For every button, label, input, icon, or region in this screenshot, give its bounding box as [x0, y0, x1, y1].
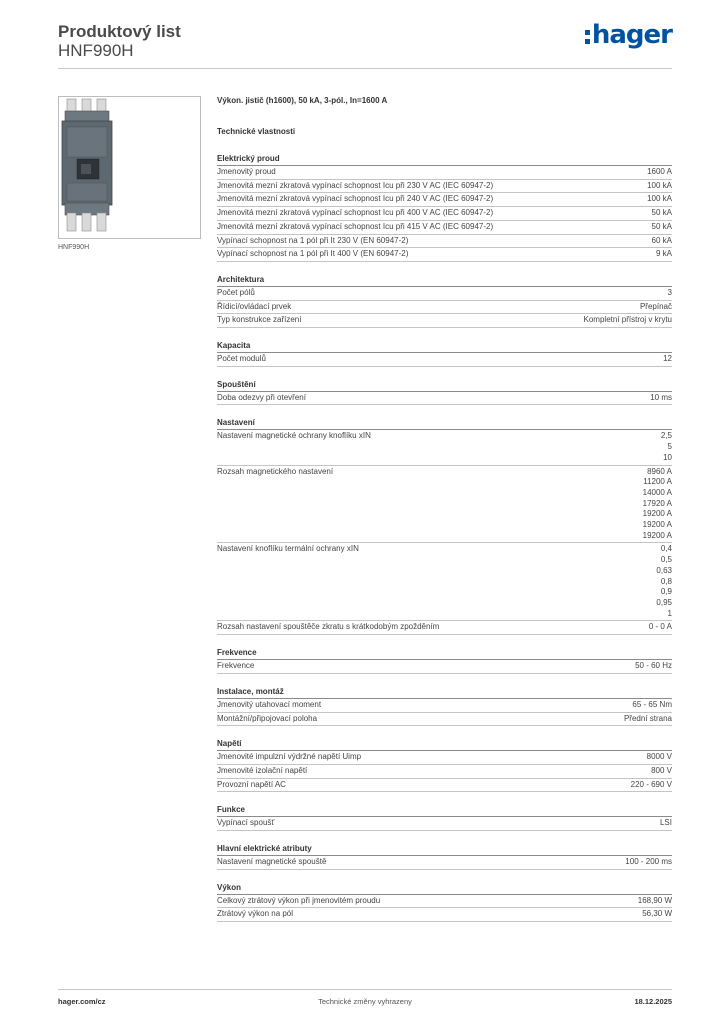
spec-value: 50 kA	[651, 221, 672, 231]
spec-row	[217, 660, 672, 674]
spec-value: LSI	[659, 818, 672, 828]
spec-label: Vypínací schopnost na 1 pól při It 400 V (EN 60947-2)	[217, 249, 409, 259]
footer-note: Technické změny vyhrazeny	[318, 997, 412, 1006]
tech-heading: Technické vlastnosti	[217, 127, 296, 136]
spec-value: 800 V	[651, 765, 672, 775]
spec-value: 10 ms	[650, 392, 672, 402]
spec-label: Jmenovitá mezní zkratová vypínací schopnost Icu při 230 V AC (IEC 60947-2)	[217, 180, 494, 190]
spec-values	[635, 661, 672, 672]
spec-value: 50 kA	[651, 208, 672, 218]
spec-section	[217, 686, 672, 738]
page-title: Produktový list	[58, 22, 181, 41]
spec-value: 0,4	[660, 544, 672, 554]
spec-values	[647, 181, 672, 192]
spec-row	[217, 699, 672, 713]
spec-label: Jmenovitá mezní zkratová vypínací schopnost Icu při 415 V AC (IEC 60947-2)	[217, 221, 494, 231]
spec-label: Vypínací schopnost na 1 pól při It 230 V (EN 60947-2)	[217, 235, 409, 245]
spec-section	[217, 843, 672, 882]
spec-value: 19200 A	[642, 530, 672, 540]
spec-value: 65 - 65 Nm	[632, 699, 672, 709]
spec-row	[217, 543, 672, 621]
spec-label: Jmenovité izolační napětí	[217, 765, 308, 775]
spec-row	[217, 392, 672, 406]
spec-row	[217, 314, 672, 328]
spec-section	[217, 340, 672, 379]
spec-label: Typ konstrukce zařízení	[217, 315, 302, 325]
spec-values	[663, 354, 672, 365]
spec-label: Jmenovitá mezní zkratová vypínací schopnost Icu při 240 V AC (IEC 60947-2)	[217, 194, 494, 204]
spec-value: 100 - 200 ms	[625, 857, 672, 867]
spec-row	[217, 779, 672, 793]
spec-row	[217, 466, 672, 544]
spec-row	[217, 235, 672, 249]
spec-row	[217, 621, 672, 635]
spec-label: Celkový ztrátový výkon při jmenovitém proudu	[217, 895, 381, 905]
image-caption: HNF990H	[58, 244, 90, 251]
spec-section	[217, 153, 672, 274]
spec-label: Doba odezvy při otevření	[217, 392, 306, 402]
section-title: Elektrický proud	[217, 153, 672, 166]
spec-label: Nastavení magnetické spouště	[217, 857, 327, 867]
spec-row	[217, 430, 672, 465]
spec-value: 0 - 0 A	[648, 622, 672, 632]
spec-values	[651, 766, 672, 777]
section-title: Instalace, montáž	[217, 686, 672, 699]
spec-value: 100 kA	[647, 180, 672, 190]
spec-content	[217, 96, 672, 934]
spec-label: Jmenovitý proud	[217, 167, 276, 176]
spec-row	[217, 751, 672, 765]
spec-values	[642, 909, 672, 920]
spec-value: 1	[667, 608, 672, 618]
spec-section	[217, 274, 672, 340]
spec-row	[217, 166, 672, 180]
spec-value: Přední strana	[623, 713, 672, 723]
logo-text: hager	[591, 20, 672, 50]
section-title: Architektura	[217, 274, 672, 287]
spec-label: Nastavení magnetické ochrany knoflíku xIN	[217, 431, 371, 441]
spec-value: 8000 V	[646, 752, 672, 762]
spec-value: 1600 A	[647, 167, 672, 176]
spec-values	[647, 167, 672, 178]
spec-values	[632, 700, 672, 711]
spec-value: 12	[663, 354, 672, 364]
footer-website[interactable]: hager.com/cz	[58, 997, 106, 1006]
spec-values	[652, 236, 672, 247]
spec-sections	[217, 153, 672, 934]
spec-value: 0,95	[656, 597, 672, 607]
spec-values	[631, 780, 672, 791]
section-title: Spouštění	[217, 379, 672, 392]
section-title: Výkon	[217, 882, 672, 895]
spec-value: 2,5	[660, 431, 672, 441]
spec-section	[217, 379, 672, 418]
circuit-breaker-image	[58, 96, 201, 239]
spec-value: 60 kA	[651, 235, 672, 245]
spec-label: Rozsah nastavení spouštěče zkratu s krátkodobým zpožděním	[217, 622, 440, 632]
spec-values	[584, 315, 672, 326]
spec-value: 0,5	[660, 555, 672, 565]
spec-row	[217, 817, 672, 831]
spec-label: Vypínací spoušť	[217, 818, 275, 828]
hager-logo	[585, 20, 672, 50]
spec-value: 19200 A	[642, 509, 672, 519]
logo-dots-icon	[585, 30, 590, 44]
spec-values	[643, 467, 672, 542]
spec-section	[217, 417, 672, 647]
spec-value: Kompletní přístroj v krytu	[583, 315, 672, 325]
spec-row	[217, 207, 672, 221]
spec-values	[652, 208, 672, 219]
spec-value: 0,63	[656, 565, 672, 575]
spec-values	[660, 818, 672, 829]
spec-values	[661, 431, 672, 463]
spec-value: 10	[663, 452, 672, 462]
spec-row	[217, 180, 672, 194]
spec-value: 14000 A	[642, 487, 672, 497]
section-title: Napětí	[217, 738, 672, 751]
footer-date: 18.12.2025	[634, 997, 672, 1006]
section-title: Nastavení	[217, 417, 672, 430]
spec-label: Řídicí/ovládací prvek	[217, 301, 292, 311]
spec-row	[217, 765, 672, 779]
spec-row	[217, 895, 672, 909]
section-title: Hlavní elektrické atributy	[217, 843, 672, 856]
spec-label: Provozní napětí AC	[217, 779, 286, 789]
spec-value: 9 kA	[655, 249, 672, 259]
product-code: HNF990H	[58, 41, 134, 60]
spec-value: 50 - 60 Hz	[635, 661, 672, 671]
spec-value: 5	[667, 442, 672, 452]
spec-values	[649, 622, 672, 633]
spec-label: Jmenovité impulzní výdržné napětí Uimp	[217, 752, 362, 762]
spec-label: Nastavení knoflíku termální ochrany xIN	[217, 544, 359, 554]
spec-value: 168,90 W	[637, 895, 672, 905]
spec-row	[217, 193, 672, 207]
spec-value: 56,30 W	[642, 909, 672, 919]
spec-row	[217, 856, 672, 870]
spec-values	[625, 857, 672, 868]
spec-label: Ztrátový výkon na pól	[217, 909, 294, 919]
spec-value: 19200 A	[642, 520, 672, 530]
spec-values	[656, 249, 672, 260]
spec-values	[640, 302, 672, 313]
section-title: Funkce	[217, 804, 672, 817]
spec-value: 11200 A	[643, 477, 672, 487]
section-title: Kapacita	[217, 340, 672, 353]
page-header	[58, 20, 672, 70]
spec-section	[217, 882, 672, 934]
spec-label: Jmenovitá mezní zkratová vypínací schopnost Icu při 400 V AC (IEC 60947-2)	[217, 208, 494, 218]
spec-row	[217, 221, 672, 235]
section-title: Frekvence	[217, 647, 672, 660]
header-divider	[58, 68, 672, 69]
spec-section	[217, 647, 672, 686]
spec-value: Přepínač	[639, 301, 672, 311]
spec-section	[217, 804, 672, 843]
spec-label: Frekvence	[217, 661, 255, 671]
spec-row	[217, 248, 672, 262]
spec-row	[217, 713, 672, 727]
spec-label: Montážní/připojovací poloha	[217, 713, 318, 723]
spec-value: 8960 A	[647, 466, 672, 476]
spec-row	[217, 301, 672, 315]
spec-label: Počet pólů	[217, 287, 255, 297]
spec-section	[217, 738, 672, 804]
spec-row	[217, 287, 672, 301]
spec-values	[656, 544, 672, 619]
spec-value: 220 - 690 V	[630, 779, 672, 789]
footer-divider	[58, 989, 672, 990]
spec-value: 0,9	[660, 587, 672, 597]
spec-label: Rozsah magnetického nastavení	[217, 466, 334, 476]
spec-values	[650, 393, 672, 404]
product-description: Výkon. jistič (h1600), 50 kA, 3-pól., In=1600 A	[217, 96, 388, 105]
spec-values	[668, 288, 672, 299]
spec-row	[217, 353, 672, 367]
spec-label: Jmenovitý utahovací moment	[217, 699, 322, 709]
spec-value: 17920 A	[642, 498, 672, 508]
spec-values	[638, 896, 672, 907]
spec-label: Počet modulů	[217, 354, 266, 364]
spec-value: 3	[667, 287, 672, 297]
spec-value: 100 kA	[647, 194, 672, 204]
spec-values	[647, 194, 672, 205]
spec-values	[647, 752, 672, 763]
spec-values	[652, 222, 672, 233]
spec-row	[217, 908, 672, 922]
spec-value: 0,8	[660, 576, 672, 586]
spec-values	[624, 714, 672, 725]
